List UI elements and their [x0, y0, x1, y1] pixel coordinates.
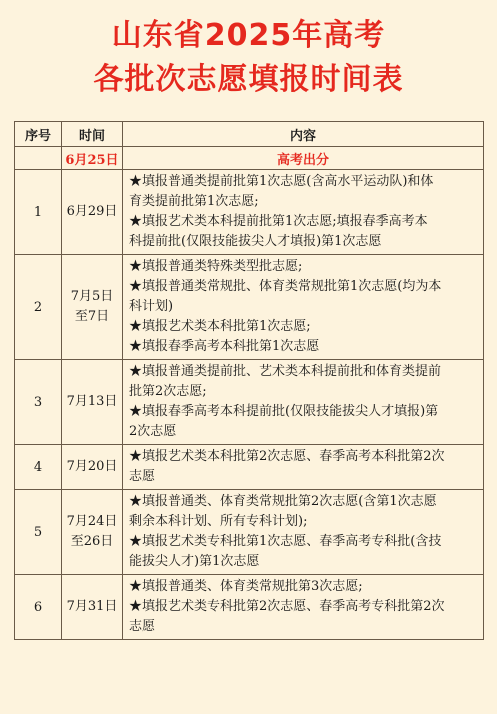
- row-time: [62, 575, 123, 640]
- row-time: [62, 490, 123, 575]
- row-time: [62, 360, 123, 445]
- table-row: [15, 490, 484, 575]
- row-content-line: ★填报春季高考本科批第1次志愿: [129, 339, 320, 354]
- row-time-line: 7月5日: [70, 289, 114, 304]
- row-content-line: ★填报普通类提前批、艺术类本科提前批和体育类提前: [129, 364, 442, 379]
- row-content: [123, 360, 484, 445]
- highlight-time: 6月25日: [62, 147, 123, 170]
- row-number: 2: [15, 255, 62, 360]
- row-content: [123, 170, 484, 255]
- row-number: 4: [15, 445, 62, 490]
- header-number: 序号: [15, 122, 62, 147]
- row-content-line: ★填报艺术类本科提前批第1次志愿;填报春季高考本: [129, 214, 428, 229]
- row-content-line: 志愿: [129, 469, 156, 484]
- page-title-line2: 各批次志愿填报时间表: [93, 62, 404, 97]
- row-content-line: ★填报艺术类专科批第2次志愿、春季高考专科批第2次: [129, 599, 445, 614]
- row-content-line: 育类提前批第1次志愿;: [129, 194, 259, 209]
- highlight-row: [15, 147, 484, 170]
- row-number: 5: [15, 490, 62, 575]
- row-content-line: ★填报普通类提前批第1次志愿(含高水平运动队)和体: [129, 174, 434, 189]
- row-time: [62, 255, 123, 360]
- row-number: 1: [15, 170, 62, 255]
- header-content: 内容: [123, 122, 484, 147]
- table-header-row: [15, 122, 484, 147]
- row-content-line: 2次志愿: [129, 424, 177, 439]
- row-content-line: ★填报普通类、体育类常规批第3次志愿;: [129, 579, 363, 594]
- row-content: [123, 445, 484, 490]
- row-content-line: 科提前批(仅限技能拔尖人才填报)第1次志愿: [129, 234, 382, 249]
- row-number: 6: [15, 575, 62, 640]
- row-content: [123, 575, 484, 640]
- table-row: [15, 575, 484, 640]
- row-content-line: ★填报春季高考本科提前批(仅限技能拔尖人才填报)第: [129, 404, 439, 419]
- row-time-line: 7月13日: [66, 394, 118, 409]
- table-row: [15, 170, 484, 255]
- table-row: [15, 445, 484, 490]
- row-content-line: ★填报艺术类专科批第1次志愿、春季高考专科批(含技: [129, 534, 442, 549]
- row-time-line: 7月24日: [66, 514, 118, 529]
- row-content-line: 科计划): [129, 299, 174, 314]
- row-content-line: ★填报普通类、体育类常规批第2次志愿(含第1次志愿: [129, 494, 437, 509]
- row-content-line: 批第2次志愿;: [129, 384, 207, 399]
- row-content-line: 剩余本科计划、所有专科计划);: [129, 514, 308, 529]
- row-content: [123, 490, 484, 575]
- row-content-line: ★填报普通类常规批、体育类常规批第1次志愿(均为本: [129, 279, 442, 294]
- schedule-table: [14, 121, 484, 640]
- highlight-number-cell: [15, 147, 62, 170]
- table-row: [15, 255, 484, 360]
- highlight-content: 高考出分: [123, 147, 484, 170]
- row-time-line: 7月20日: [66, 459, 118, 474]
- row-time: [62, 170, 123, 255]
- row-content-line: ★填报艺术类本科批第2次志愿、春季高考本科批第2次: [129, 449, 445, 464]
- page-title-line1: 山东省2025年高考: [111, 18, 386, 53]
- row-time-line: 7月31日: [66, 599, 118, 614]
- row-content-line: 志愿: [129, 619, 156, 634]
- row-content-line: ★填报艺术类本科批第1次志愿;: [129, 319, 311, 334]
- row-time-line: 至7日: [74, 309, 110, 324]
- row-content-line: ★填报普通类特殊类型批志愿;: [129, 259, 303, 274]
- table-row: [15, 360, 484, 445]
- row-number: 3: [15, 360, 62, 445]
- row-time-line: 6月29日: [66, 204, 118, 219]
- row-content: [123, 255, 484, 360]
- row-content-line: 能拔尖人才)第1次志愿: [129, 554, 260, 569]
- row-time-line: 至26日: [70, 534, 114, 549]
- header-time: 时间: [62, 122, 123, 147]
- row-time: [62, 445, 123, 490]
